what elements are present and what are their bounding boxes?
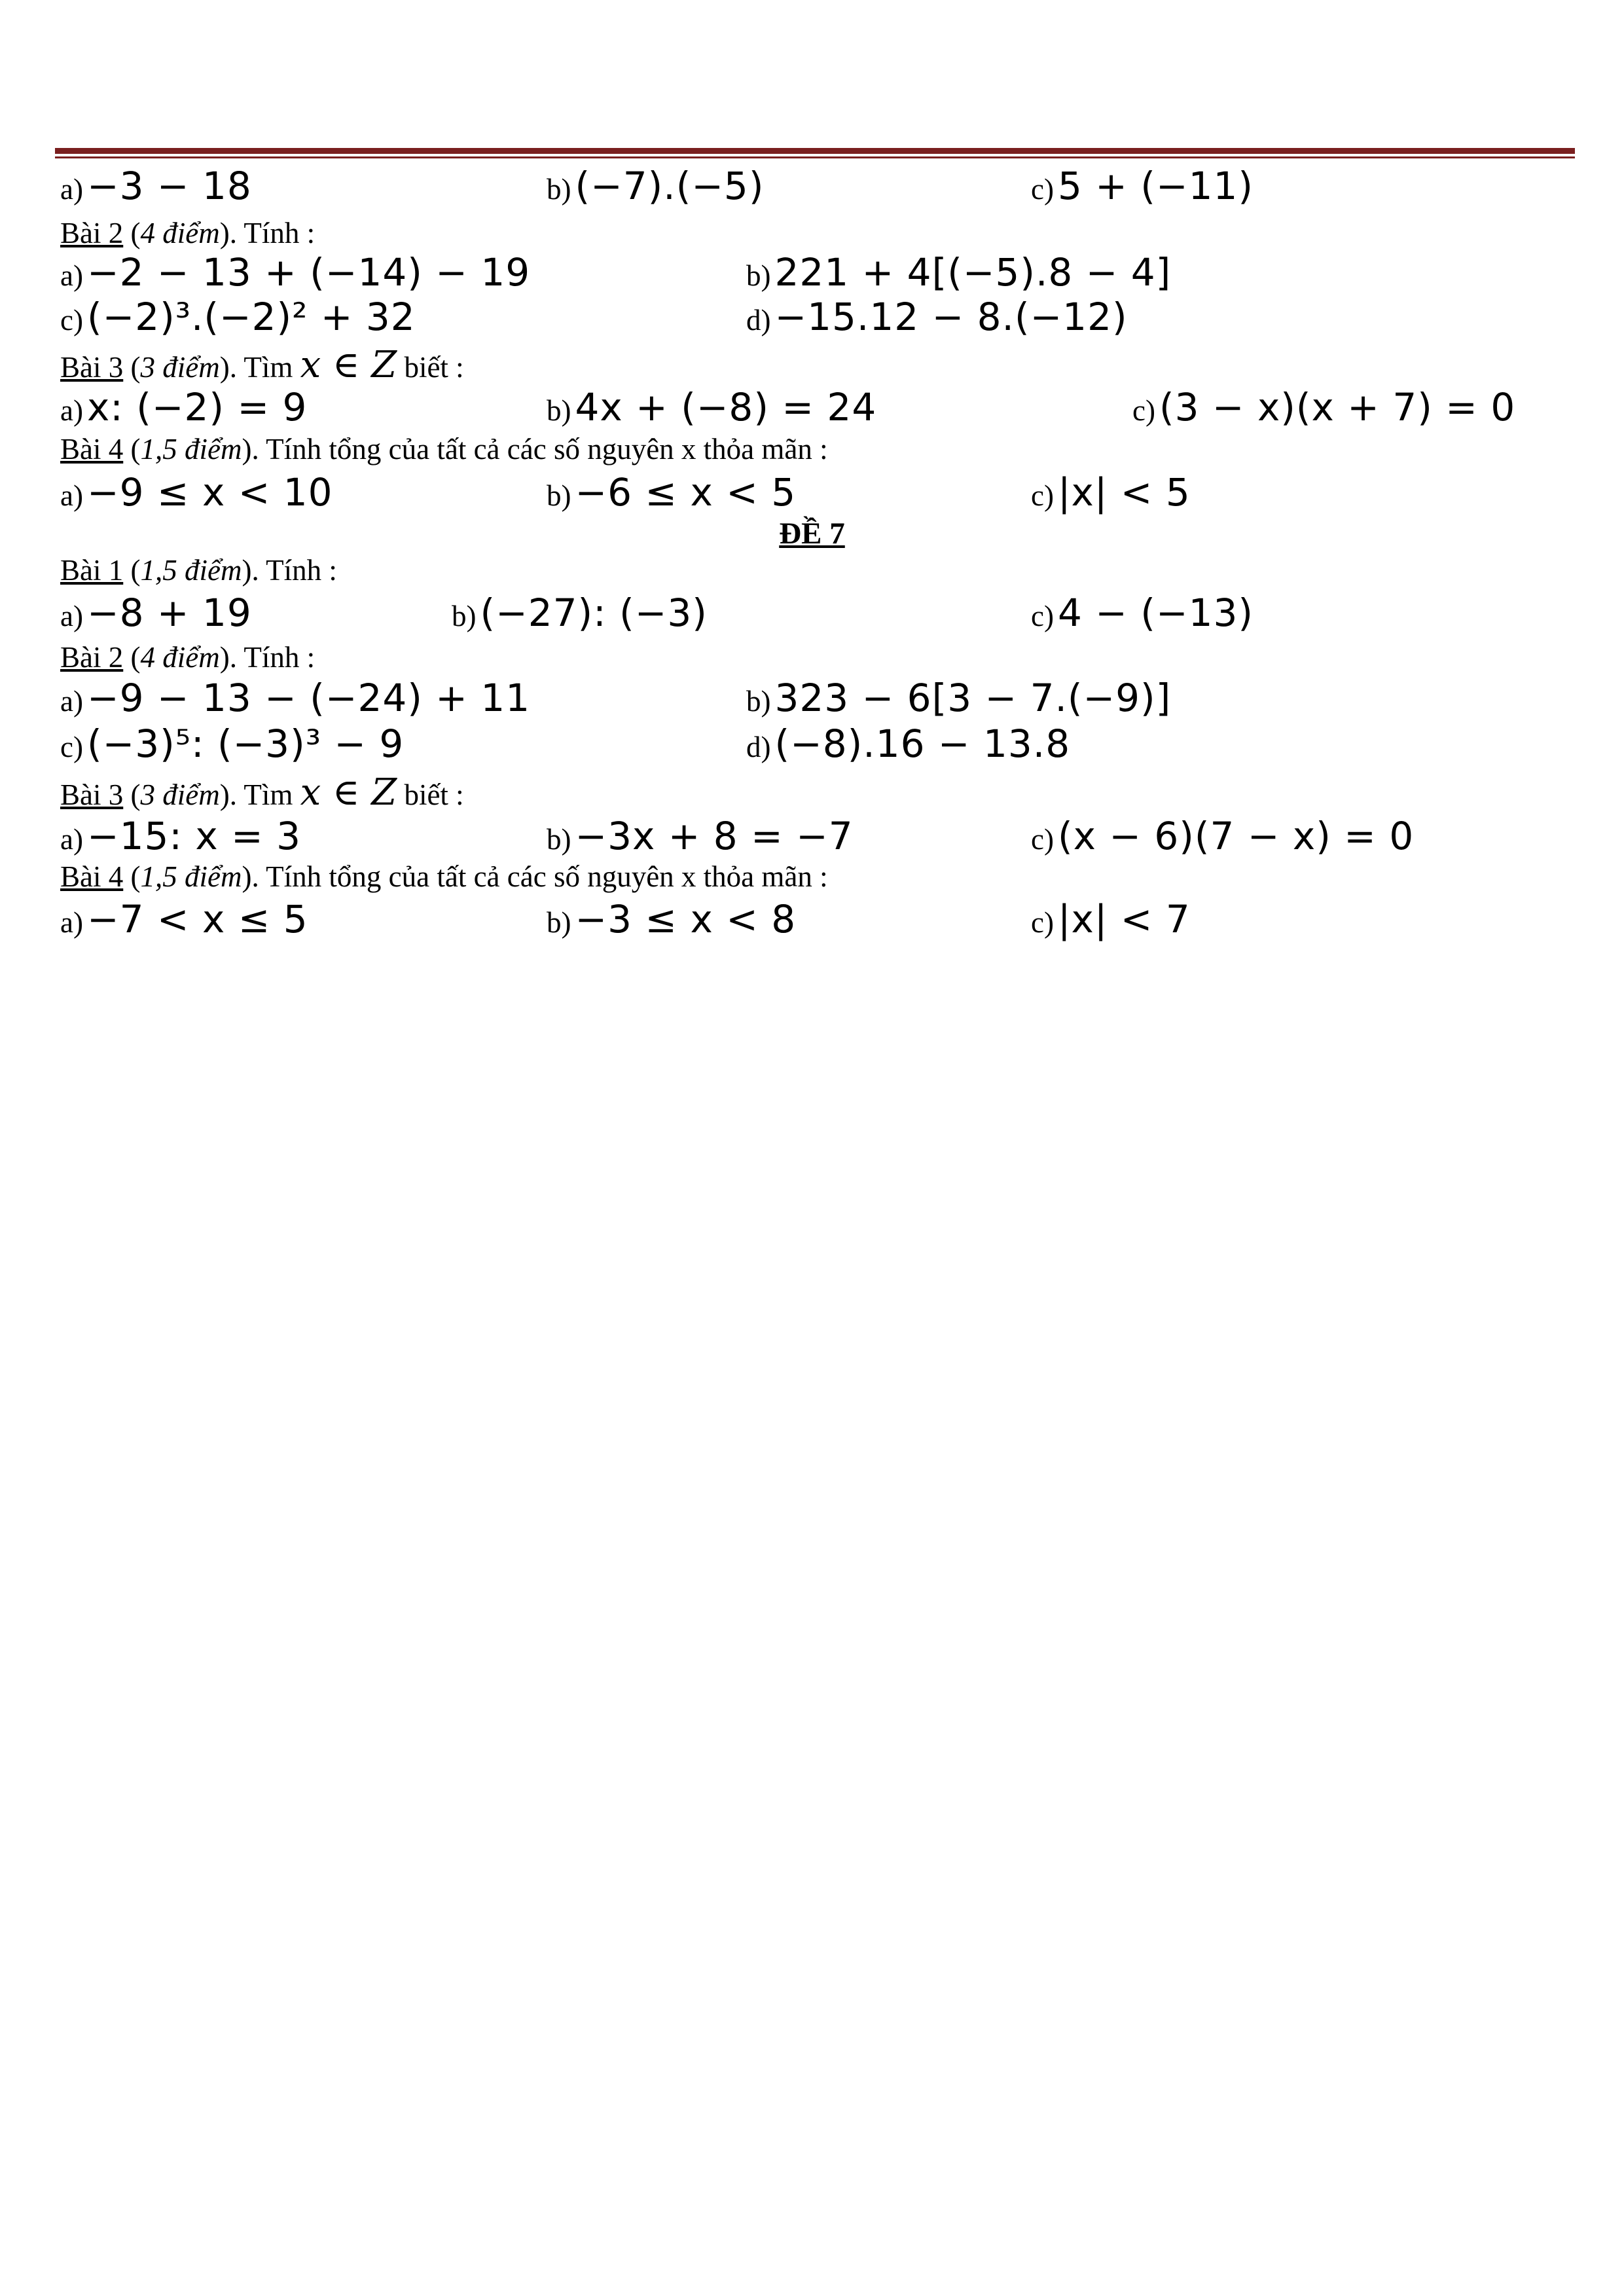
de7-bai2-row2 (0, 721, 1624, 767)
de7-bai3-b: b) −3x + 8 = −7 (547, 814, 854, 858)
de7-bai2-b: b) 323 − 6[3 − 7.(−9)] (746, 676, 1172, 720)
de7-bai2-heading: Bài 2 (4 điểm). Tính : (60, 641, 316, 674)
de6-bai1-c: c) 5 + (−11) (1031, 164, 1254, 208)
de6-bai2-a: a) −2 − 13 + (−14) − 19 (60, 250, 531, 295)
de7-bai4-row (0, 897, 1624, 943)
de7-bai3-heading: Bài 3 (3 điểm). Tìm x ∈ Z biết : (60, 771, 464, 814)
de7-bai1-c: c) 4 − (−13) (1031, 591, 1254, 635)
de6-bai3-row (0, 385, 1624, 431)
de7-bai4-b: b) −3 ≤ x < 8 (547, 897, 797, 941)
de7-bai2-c: c) (−3)⁵: (−3)³ − 9 (60, 721, 405, 766)
de6-bai4-b: b) −6 ≤ x < 5 (547, 470, 797, 515)
de7-bai2-d: d) (−8).16 − 13.8 (746, 721, 1071, 766)
de6-bai4-c: c) |x| < 5 (1031, 470, 1191, 515)
de7-bai4-heading: Bài 4 (1,5 điểm). Tính tổng của tất cả các số nguyên x thỏa mãn : (60, 860, 828, 893)
de7-title: ĐỀ 7 (779, 517, 845, 551)
de7-bai4-a: a) −7 < x ≤ 5 (60, 897, 308, 941)
de7-bai2-row1 (0, 676, 1624, 721)
header-rule-thick (55, 148, 1575, 154)
de6-bai2-row2 (0, 295, 1624, 340)
de6-bai4-row (0, 470, 1624, 516)
de7-bai4-c: c) |x| < 7 (1031, 897, 1191, 941)
de6-bai1-b: b) (−7).(−5) (547, 164, 765, 208)
de6-bai2-heading: Bài 2 (4 điểm). Tính : (60, 217, 316, 249)
de6-bai2-row1 (0, 250, 1624, 296)
de7-bai1-b: b) (−27): (−3) (452, 591, 708, 635)
de6-bai2-d: d) −15.12 − 8.(−12) (746, 295, 1128, 339)
de6-bai2-b: b) 221 + 4[(−5).8 − 4] (746, 250, 1172, 295)
de7-bai1-row (0, 591, 1624, 636)
de7-bai1-a: a) −8 + 19 (60, 591, 252, 635)
de6-bai3-heading: Bài 3 (3 điểm). Tìm x ∈ Z biết : (60, 344, 464, 386)
de6-bai3-a: a) x: (−2) = 9 (60, 385, 308, 429)
de6-bai1-a: a) −3 − 18 (60, 164, 252, 208)
de6-bai3-c: c) (3 − x)(x + 7) = 0 (1132, 385, 1516, 429)
de7-bai2-a: a) −9 − 13 − (−24) + 11 (60, 676, 531, 720)
de6-bai3-b: b) 4x + (−8) = 24 (547, 385, 877, 429)
header-rule-thin (55, 156, 1575, 158)
de6-bai2-c: c) (−2)³.(−2)² + 32 (60, 295, 416, 339)
de6-bai4-a: a) −9 ≤ x < 10 (60, 470, 333, 515)
de6-bai4-heading: Bài 4 (1,5 điểm). Tính tổng của tất cả các số nguyên x thỏa mãn : (60, 433, 828, 465)
de7-bai1-heading: Bài 1 (1,5 điểm). Tính : (60, 554, 337, 587)
de6-bai1-row (0, 164, 1624, 210)
de7-bai3-c: c) (x − 6)(7 − x) = 0 (1031, 814, 1415, 858)
de7-bai3-a: a) −15: x = 3 (60, 814, 302, 858)
de7-bai3-row (0, 814, 1624, 860)
